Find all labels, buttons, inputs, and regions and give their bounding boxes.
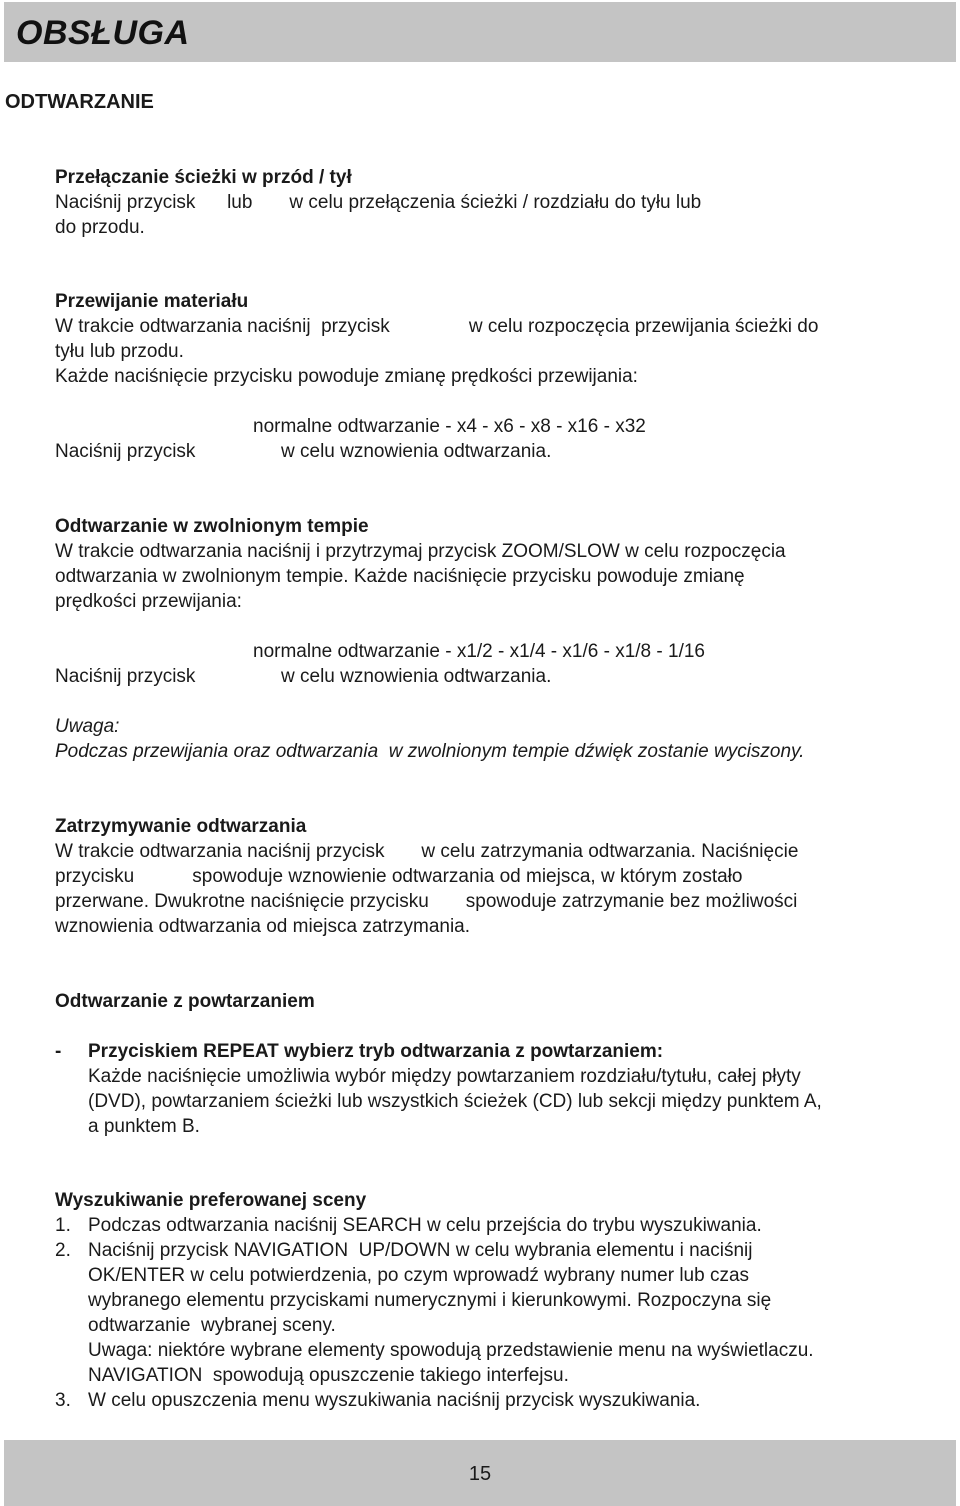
stop-line-1: W trakcie odtwarzania naciśnij przycisk w celu zatrzymania odtwarzania. Naciśnięcie [55,841,799,862]
repeat-heading: Odtwarzanie z powtarzaniem [55,991,315,1012]
stop-section [55,814,945,939]
slow-motion-line-1: W trakcie odtwarzania naciśnij i przytrzymaj przycisk ZOOM/SLOW w celu rozpoczęcia [55,541,786,562]
track-skip-section [55,165,945,240]
step-2-line-4: odtwarzanie wybranej sceny. [88,1315,336,1336]
note-label: Uwaga: [55,716,120,737]
step-3-line-1: W celu opuszczenia menu wyszukiwania naciśnij przycisk wyszukiwania. [88,1390,701,1411]
step-2-line-1: Naciśnij przycisk NAVIGATION UP/DOWN w celu wybrania elementu i naciśnij [88,1240,753,1261]
rewind-press-label: Naciśnij przycisk [55,441,196,462]
rewind-heading: Przewijanie materiału [55,291,249,312]
repeat-section [55,989,945,1139]
search-section [55,1188,945,1413]
step-marker: 1. [55,1215,71,1236]
rewind-resume-text: w celu wznowienia odtwarzania. [281,441,552,462]
spacer [55,614,945,639]
slow-motion-line-3: prędkości przewijania: [55,591,242,612]
rewind-line-1: W trakcie odtwarzania naciśnij przycisk w celu rozpoczęcia przewijania ścieżki do [55,316,819,337]
slow-motion-resume-text: w celu wznowienia odtwarzania. [281,666,552,687]
slow-motion-speed-sequence: normalne odtwarzanie - x1/2 - x1/4 - x1/6 - x1/8 - 1/16 [253,641,705,662]
track-skip-line-2: do przodu. [55,217,145,238]
stop-line-2: przycisku spowoduje wznowienie odtwarzania od miejsca, w którym zostało [55,866,743,887]
repeat-bullet-heading: Przyciskiem REPEAT wybierz tryb odtwarzania z powtarzaniem: [88,1041,664,1062]
slow-motion-press-label: Naciśnij przycisk [55,666,196,687]
slow-motion-section [55,514,945,689]
section-title: ODTWARZANIE [5,91,154,113]
search-heading: Wyszukiwanie preferowanej sceny [55,1190,367,1211]
rewind-section [55,289,945,464]
header-bar [4,2,956,62]
step-marker: 2. [55,1240,71,1261]
search-step-2 [55,1238,945,1388]
search-step-1 [55,1213,945,1238]
note-text: Podczas przewijania oraz odtwarzania w zwolnionym tempie dźwięk zostanie wyciszony. [55,741,805,762]
track-skip-heading: Przełączanie ścieżki w przód / tył [55,167,352,188]
slow-motion-line-2: odtwarzania w zwolnionym tempie. Każde naciśnięcie przycisku powoduje zmianę [55,566,745,587]
step-2-line-3: wybranego elementu przyciskami numerycznymi i kierunkowymi. Rozpoczyna się [88,1290,772,1311]
stop-line-4: wznowienia odtwarzania od miejsca zatrzymania. [55,916,471,937]
step-2-line-6: NAVIGATION spowodują opuszczenie takiego interfejsu. [88,1365,569,1386]
repeat-line-1: Każde naciśnięcie umożliwia wybór między powtarzaniem rozdziału/tytułu, całej płyty [88,1066,801,1087]
note-section [55,714,945,764]
step-marker: 3. [55,1390,71,1411]
step-2-line-2: OK/ENTER w celu potwierdzenia, po czym wprowadź wybrany numer lub czas [88,1265,750,1286]
stop-line-3: przerwane. Dwukrotne naciśnięcie przycisku spowoduje zatrzymanie bez możliwości [55,891,798,912]
stop-heading: Zatrzymywanie odtwarzania [55,816,307,837]
repeat-line-2: (DVD), powtarzaniem ścieżki lub wszystkich ścieżek (CD) lub sekcji między punktem A, [88,1091,822,1112]
rewind-line-3: Każde naciśnięcie przycisku powoduje zmianę prędkości przewijania: [55,366,638,387]
page-number: 15 [468,1463,492,1485]
rewind-speed-sequence: normalne odtwarzanie - x4 - x6 - x8 - x16 - x32 [253,416,646,437]
repeat-bullet [55,1039,945,1139]
footer-bar [4,1440,956,1506]
slow-motion-resume-row [55,664,945,689]
spacer [55,1014,945,1039]
spacer [55,389,945,414]
step-1-line-1: Podczas odtwarzania naciśnij SEARCH w celu przejścia do trybu wyszukiwania. [88,1215,762,1236]
step-2-line-5: Uwaga: niektóre wybrane elementy spowodują przedstawienie menu na wyświetlaczu. [88,1340,814,1361]
slow-motion-heading: Odtwarzanie w zwolnionym tempie [55,516,369,537]
rewind-line-2: tyłu lub przodu. [55,341,184,362]
search-step-3 [55,1388,945,1413]
track-skip-line-1: Naciśnij przycisk lub w celu przełączenia ścieżki / rozdziału do tyłu lub [55,192,702,213]
bullet-marker: - [55,1041,62,1062]
rewind-resume-row [55,439,945,464]
repeat-line-3: a punktem B. [88,1116,200,1137]
page-header-title: OBSŁUGA [16,14,190,52]
